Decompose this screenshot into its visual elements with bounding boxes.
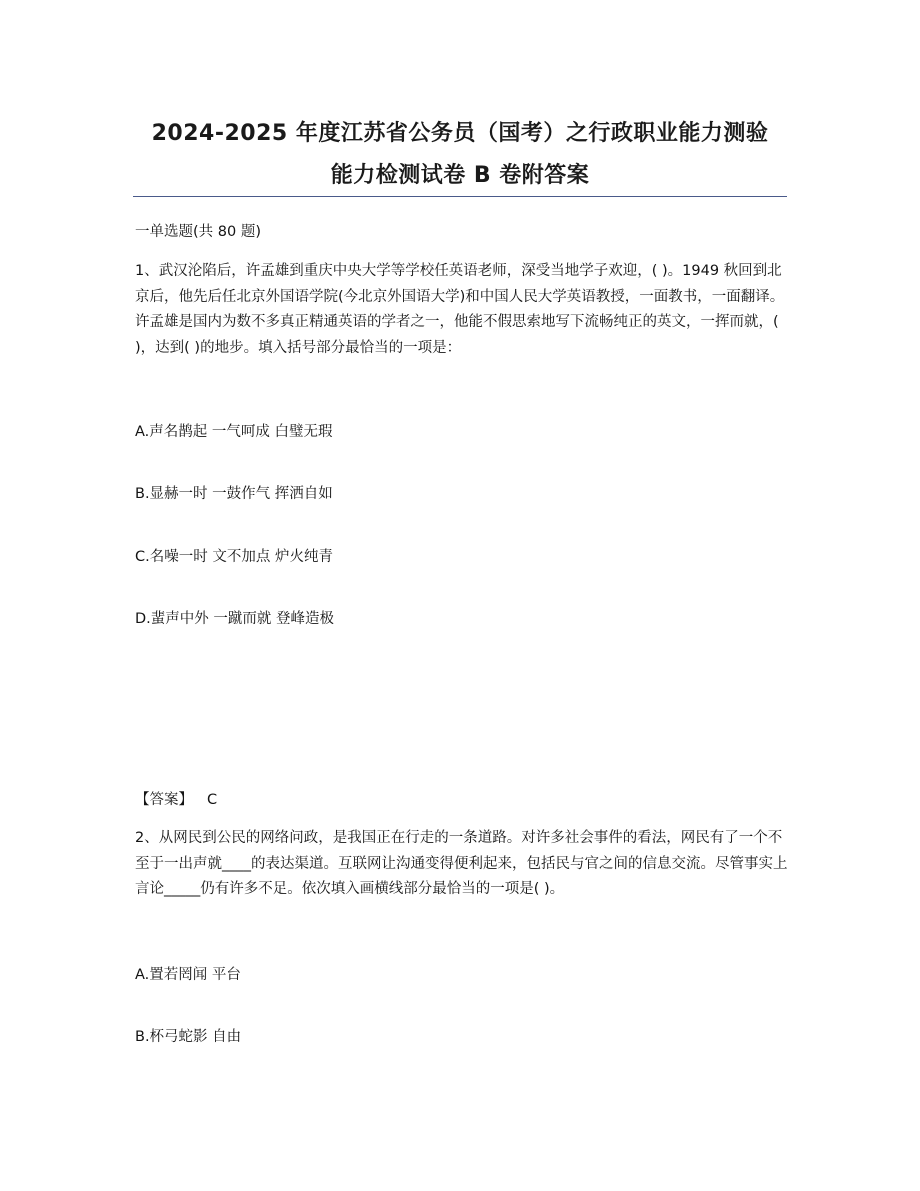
document-title-line-2: 能力检测试卷 B 卷附答案 [330, 163, 590, 188]
title-divider [133, 196, 787, 197]
question-1-stem: 1、武汉沦陷后，许孟雄到重庆中央大学等学校任英语老师，深受当地学子欢迎，( )。1949 秋回到北京后，他先后任北京外国语学院(今北京外国语大学)和中国人民大学英语教授，一面教书，一面翻译。许孟雄是国内为数不多真正精通英语的学者之一，他能不假思索地写下流畅纯正的英文，一挥而就，( )，达到( )的地步。填入括号部分最恰当的一项是： [135, 263, 785, 356]
question-1-answer [135, 790, 217, 810]
question-1-option-b: B.显赫一时 一鼓作气 挥洒自如 [135, 486, 333, 502]
question-2-stem: 2、从网民到公民的网络问政，是我国正在行走的一条道路。对许多社会事件的看法，网民有了一个不至于一出声就____的表达渠道。互联网让沟通变得便利起来，包括民与官之间的信息交流。尽管事实上言论_____仍有许多不足。依次填入画横线部分最恰当的一项是( )。 [135, 830, 788, 897]
question-1-option-a: A.声名鹊起 一气呵成 白璧无瑕 [135, 424, 333, 440]
answer-value: C [207, 792, 218, 808]
question-2-option-b: B.杯弓蛇影 自由 [135, 1029, 242, 1045]
question-1-option-c: C.名噪一时 文不加点 炉火纯青 [135, 549, 333, 565]
question-1-option-d: D.蜚声中外 一蹴而就 登峰造极 [135, 611, 334, 627]
document-title-line-1: 2024-2025 年度江苏省公务员（国考）之行政职业能力测验 [151, 121, 769, 146]
answer-label: 【答案】 [135, 792, 193, 808]
section-label: 一单选题(共 80 题) [135, 224, 261, 240]
question-2-option-a: A.置若罔闻 平台 [135, 967, 241, 983]
